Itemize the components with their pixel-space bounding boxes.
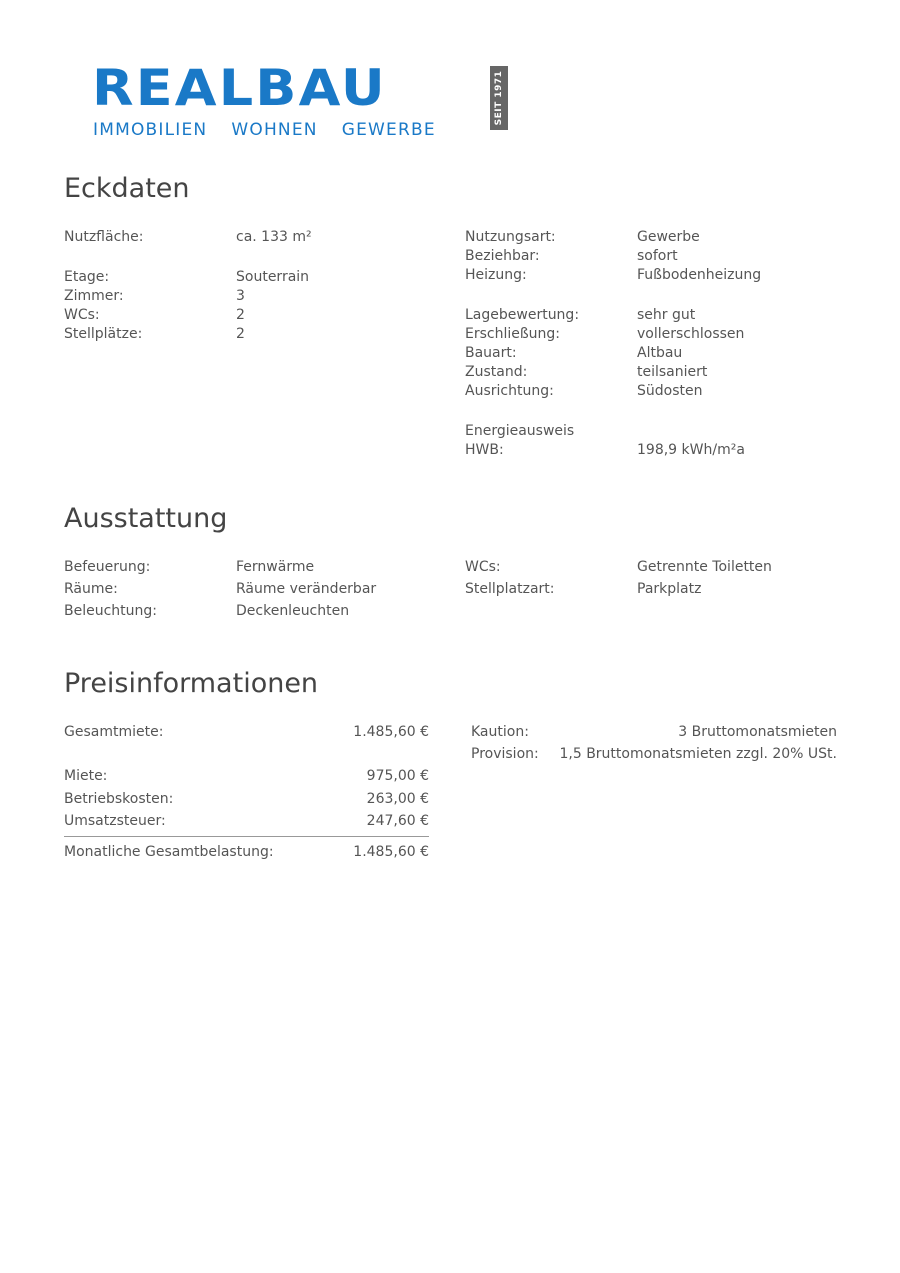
row-value: Souterrain — [236, 269, 310, 285]
row-label: Heizung: — [465, 267, 527, 283]
price-label: Provision: — [471, 746, 539, 762]
realbau-logo — [92, 59, 512, 144]
row-value: 2 — [236, 307, 245, 323]
price-label: Kaution: — [471, 724, 529, 740]
price-label: Umsatzsteuer: — [64, 813, 166, 829]
logo-tagline — [93, 120, 460, 140]
row-label: Bauart: — [465, 345, 517, 361]
row-value: Getrennte Toiletten — [637, 559, 772, 575]
row-value: Parkplatz — [637, 581, 702, 597]
row-value: Südosten — [637, 383, 703, 399]
row-label: Energieausweis — [465, 423, 575, 439]
row-value: Gewerbe — [637, 229, 700, 245]
row-label: Räume: — [64, 581, 118, 597]
row-value: Deckenleuchten — [236, 603, 350, 619]
row-value: Fernwärme — [236, 559, 315, 575]
row-value: teilsaniert — [637, 364, 708, 380]
row-label: Lagebewertung: — [465, 307, 580, 323]
row-value: sofort — [637, 248, 678, 264]
logo-tagline-2: WOHNEN — [231, 120, 318, 140]
row-label: Etage: — [64, 269, 110, 285]
row-value: sehr gut — [637, 307, 696, 323]
row-label: Beleuchtung: — [64, 603, 158, 619]
row-label: WCs: — [465, 559, 501, 575]
logo-wordmark: REALBAU — [92, 59, 387, 117]
price-amount: 1,5 Bruttomonatsmieten zzgl. 20% USt. — [559, 746, 837, 762]
price-amount: 1.485,60 € — [353, 724, 429, 740]
price-label: Betriebskosten: — [64, 791, 174, 807]
price-label: Miete: — [64, 768, 108, 784]
row-value: Fußbodenheizung — [637, 267, 762, 283]
row-value: 2 — [236, 326, 245, 342]
section-title-eckdaten: Eckdaten — [64, 173, 190, 204]
price-amount: 975,00 € — [366, 768, 429, 784]
price-amount: 1.485,60 € — [353, 844, 429, 860]
row-label: HWB: — [465, 442, 504, 458]
row-label: Stellplätze: — [64, 326, 143, 342]
row-value: Räume veränderbar — [236, 581, 377, 597]
row-value: 198,9 kWh/m²a — [637, 442, 745, 458]
row-label: Nutzfläche: — [64, 229, 144, 245]
row-label: Befeuerung: — [64, 559, 151, 575]
row-label: Beziehbar: — [465, 248, 540, 264]
row-value: 3 — [236, 288, 245, 304]
logo-tagline-3: GEWERBE — [341, 120, 436, 140]
row-label: Zustand: — [465, 364, 528, 380]
row-label: WCs: — [64, 307, 100, 323]
section-title-ausstattung: Ausstattung — [64, 503, 228, 534]
row-value: vollerschlossen — [637, 326, 745, 342]
price-amount: 3 Bruttomonatsmieten — [678, 724, 837, 740]
logo-tagline-1: IMMOBILIEN — [93, 120, 208, 140]
price-amount: 247,60 € — [366, 813, 429, 829]
row-value: Altbau — [637, 345, 683, 361]
logo-seal-text: SEIT 1971 — [494, 70, 504, 126]
price-divider — [64, 836, 429, 837]
logo-seal — [490, 66, 508, 130]
row-label: Nutzungsart: — [465, 229, 556, 245]
row-label: Ausrichtung: — [465, 383, 554, 399]
price-label: Monatliche Gesamtbelastung: — [64, 844, 274, 860]
row-label: Erschließung: — [465, 326, 561, 342]
row-label: Zimmer: — [64, 288, 124, 304]
row-label: Stellplatzart: — [465, 581, 555, 597]
price-amount: 263,00 € — [366, 791, 429, 807]
section-title-preisinformationen: Preisinformationen — [64, 668, 319, 699]
row-value: ca. 133 m² — [236, 229, 312, 245]
price-label: Gesamtmiete: — [64, 724, 164, 740]
